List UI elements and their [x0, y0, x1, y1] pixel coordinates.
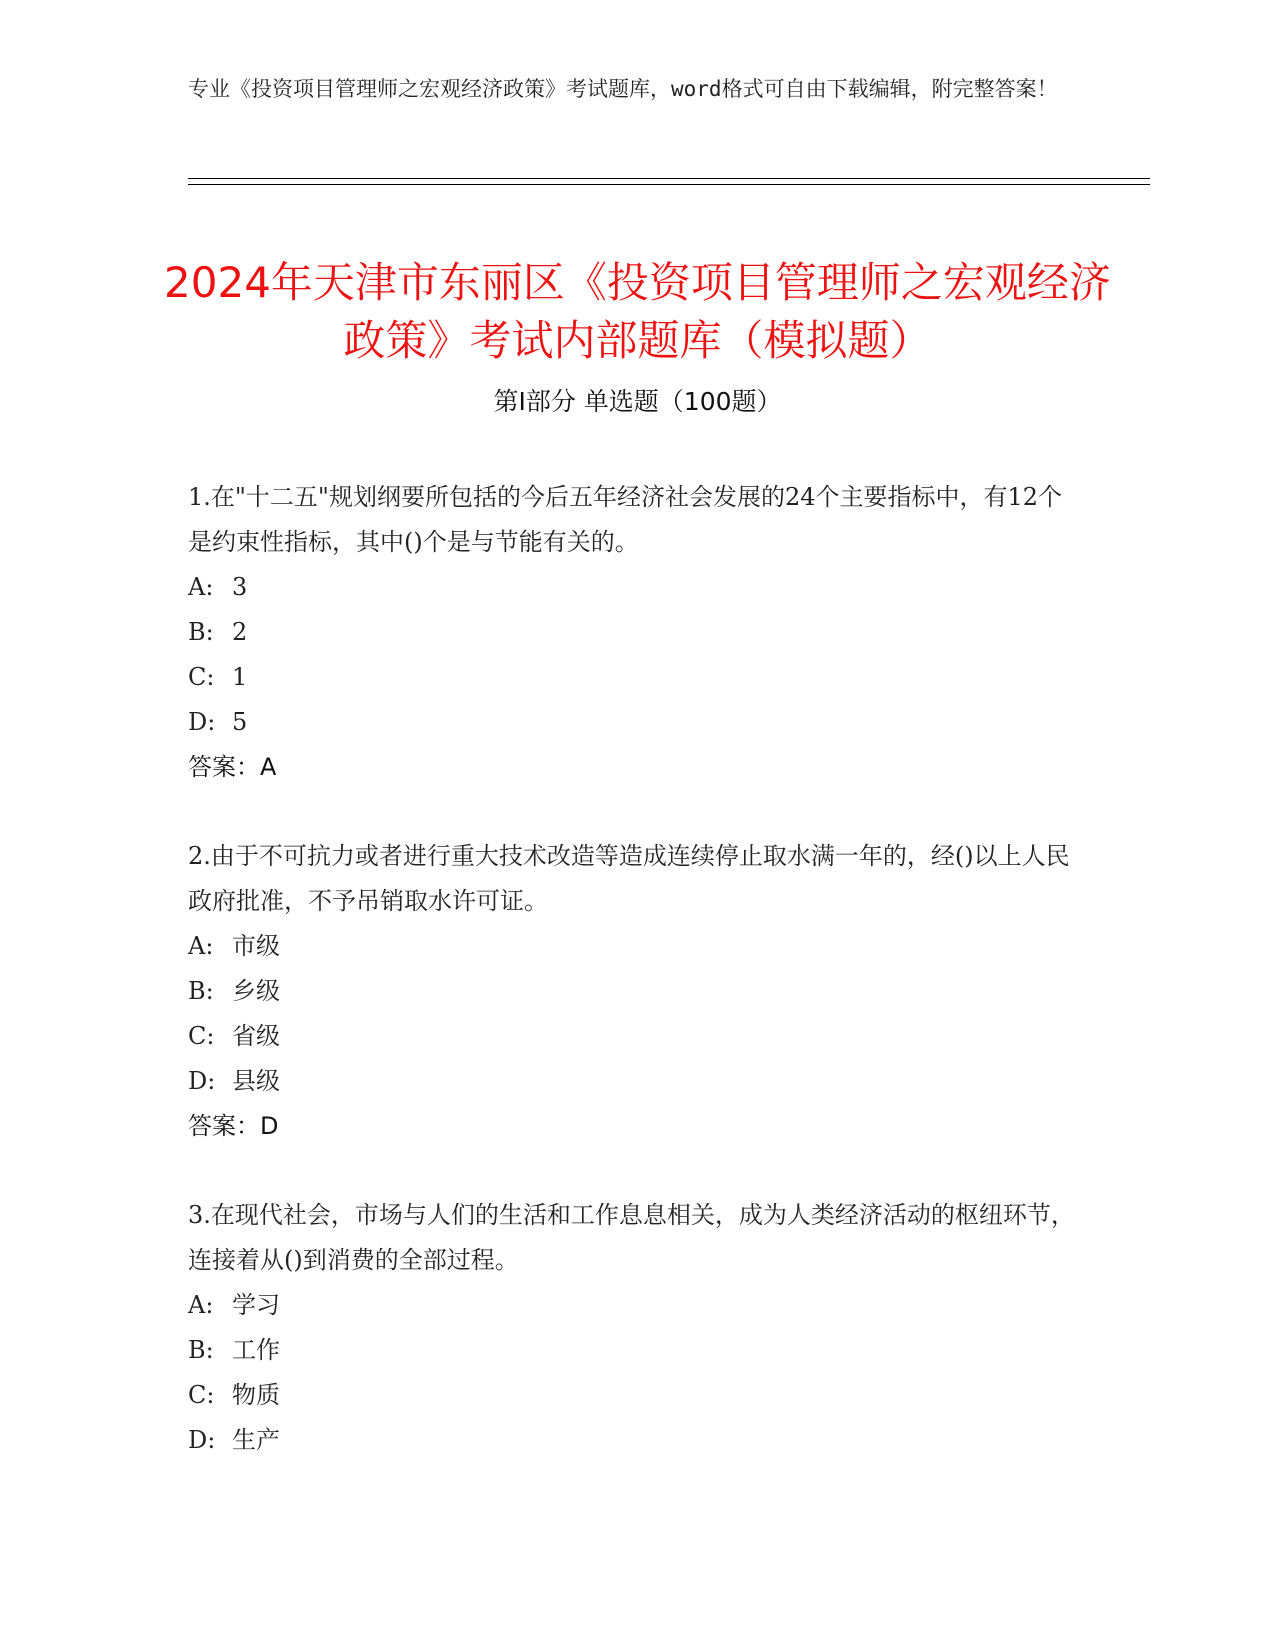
option-key: C:	[188, 1381, 215, 1409]
option-c	[188, 1014, 1078, 1059]
option-d	[188, 1059, 1078, 1104]
question-2	[188, 834, 1078, 1149]
option-key: D:	[188, 1426, 216, 1454]
header-rule-top	[188, 178, 1150, 179]
option-text: 市级	[232, 932, 280, 960]
option-b	[188, 610, 1078, 655]
option-key: B:	[188, 618, 214, 646]
option-a	[188, 1283, 1078, 1328]
option-text: 学习	[232, 1291, 280, 1319]
option-key: A:	[188, 1291, 214, 1319]
option-key: C:	[188, 1022, 215, 1050]
option-key: B:	[188, 1336, 214, 1364]
option-d	[188, 700, 1078, 745]
option-text: 3	[232, 573, 248, 601]
option-text: 乡级	[232, 977, 280, 1005]
option-a	[188, 565, 1078, 610]
option-text: 生产	[232, 1426, 280, 1454]
answer-line: 答案：D	[188, 1112, 279, 1140]
question-1	[188, 475, 1078, 790]
option-key: D:	[188, 1067, 216, 1095]
option-text: 工作	[232, 1336, 280, 1364]
question-stem: 2.由于不可抗力或者进行重大技术改造等造成连续停止取水满一年的，经()以上人民政府批准，不予吊销取水许可证。	[188, 842, 1070, 915]
option-b	[188, 1328, 1078, 1373]
option-a	[188, 924, 1078, 969]
option-text: 5	[232, 708, 248, 736]
option-key: B:	[188, 977, 214, 1005]
question-stem: 1.在"十二五"规划纲要所包括的今后五年经济社会发展的24个主要指标中，有12个是约束性指标，其中()个是与节能有关的。	[188, 483, 1063, 556]
option-d	[188, 1418, 1078, 1463]
question-3	[188, 1193, 1078, 1463]
question-list	[188, 475, 1078, 1507]
option-c	[188, 655, 1078, 700]
header-rule-bottom	[188, 184, 1150, 185]
document-title: 2024年天津市东丽区《投资项目管理师之宏观经济政策》考试内部题库（模拟题）	[164, 258, 1111, 366]
header-note: 专业《投资项目管理师之宏观经济政策》考试题库，word格式可自由下载编辑，附完整答案！	[188, 77, 1058, 101]
option-text: 省级	[232, 1022, 280, 1050]
option-text: 1	[232, 663, 248, 691]
option-key: D:	[188, 708, 216, 736]
section-title: 第Ⅰ部分 单选题（100题）	[493, 387, 782, 416]
answer-line: 答案：A	[188, 753, 277, 781]
question-stem: 3.在现代社会，市场与人们的生活和工作息息相关，成为人类经济活动的枢纽环节，连接着从()到消费的全部过程。	[188, 1201, 1075, 1274]
option-key: A:	[188, 573, 214, 601]
option-c	[188, 1373, 1078, 1418]
option-b	[188, 969, 1078, 1014]
option-key: A:	[188, 932, 214, 960]
option-key: C:	[188, 663, 215, 691]
option-text: 2	[232, 618, 248, 646]
option-text: 物质	[232, 1381, 280, 1409]
option-text: 县级	[232, 1067, 280, 1095]
